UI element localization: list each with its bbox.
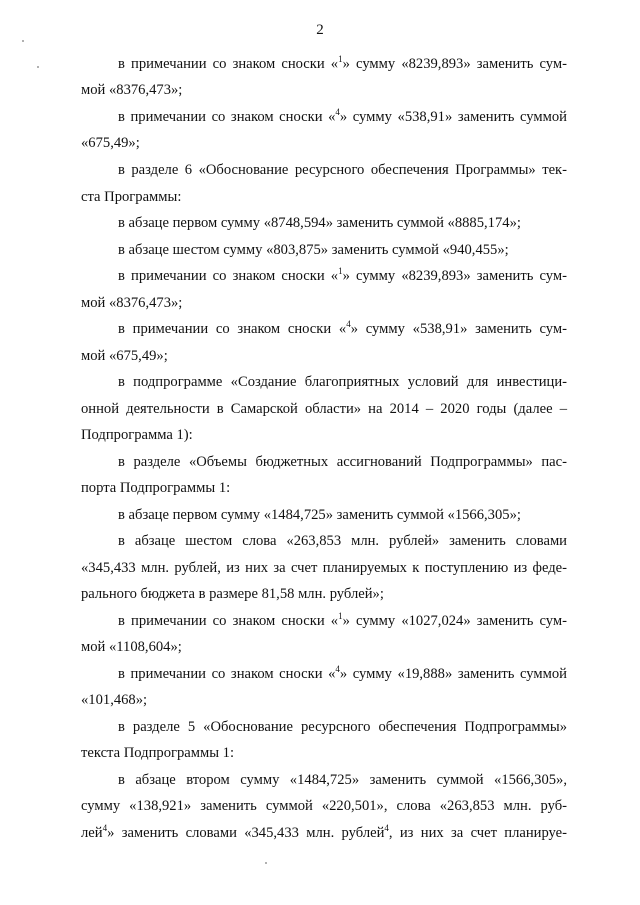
text-line: текста Подпрограммы 1: [81,745,235,761]
text-line: в абзаце шестом сумму «803,875» заменить суммой «940,455»; [118,242,509,258]
text-line: лей$^4$» заменить словами «345,433 млн. рублей$^4$, из них за счет планируе- [81,823,567,841]
text-line: в подпрограмме «Создание благоприятных условий для инвестици- [118,374,567,390]
text-line: «675,49»; [81,135,140,151]
text-line: ста Программы: [81,189,182,205]
text-line: порта Подпрограммы 1: [81,480,231,496]
footnote-marker: 4 [335,664,340,674]
text-line: «101,468»; [81,692,148,708]
footnote-marker: 4 [102,823,108,833]
text-line: онной деятельности в Самарской области» на 2014 – 2020 годы (далее – [81,401,567,417]
text-line: в примечании со знаком сноски «$^4$» сумму «19,888» заменить суммой [118,664,567,682]
footnote-marker: 4 [335,107,340,117]
scan-speck [37,66,39,68]
text-line: в абзаце первом сумму «1484,725» заменить суммой «1566,305»; [118,507,521,523]
footnote-marker: 4 [384,823,389,833]
text-line: в примечании со знаком сноски «$^4$» сумму «538,91» заменить сум- [118,319,567,337]
page-number: 2 [316,22,324,38]
text-line: мой «675,49»; [81,348,168,364]
text-line: в разделе 6 «Обоснование ресурсного обеспечения Программы» тек- [118,162,567,178]
text-line: рального бюджета в размере 81,58 млн. рублей»; [81,586,384,602]
text-line: в абзаце втором сумму «1484,725» заменить суммой «1566,305», [118,772,567,788]
text-line: в абзаце шестом слова «263,853 млн. рублей» заменить словами [118,533,567,549]
footnote-marker: 1 [338,266,343,276]
footnote-marker: 4 [346,319,351,329]
text-line: мой «1108,604»; [81,639,182,655]
footnote-marker: 1 [338,611,343,621]
text-line: сумму «138,921» заменить суммой «220,501», слова «263,853 млн. руб- [81,798,567,814]
text-line: в примечании со знаком сноски «$^4$» сумму «538,91» заменить суммой [118,107,567,125]
scan-speck [22,40,24,42]
text-line: в примечании со знаком сноски «$^1$» сумму «8239,893» заменить сум- [118,54,567,72]
text-line: в примечании со знаком сноски «$^1$» сумму «8239,893» заменить сум- [118,266,567,284]
text-line: Подпрограмма 1): [81,427,193,443]
text-line: мой «8376,473»; [81,82,183,98]
text-line: в разделе 5 «Обоснование ресурсного обеспечения Подпрограммы» [118,719,567,735]
text-line: в разделе «Объемы бюджетных ассигнований Подпрограммы» пас- [118,454,567,470]
text-line: мой «8376,473»; [81,295,183,311]
footnote-marker: 1 [338,54,343,64]
text-line: «345,433 млн. рублей, из них за счет планируемых к поступлению из феде- [81,560,567,576]
text-line: в абзаце первом сумму «8748,594» заменить суммой «8885,174»; [118,215,521,231]
text-line: в примечании со знаком сноски «$^1$» сумму «1027,024» заменить сум- [118,611,567,629]
scan-speck [265,862,267,864]
